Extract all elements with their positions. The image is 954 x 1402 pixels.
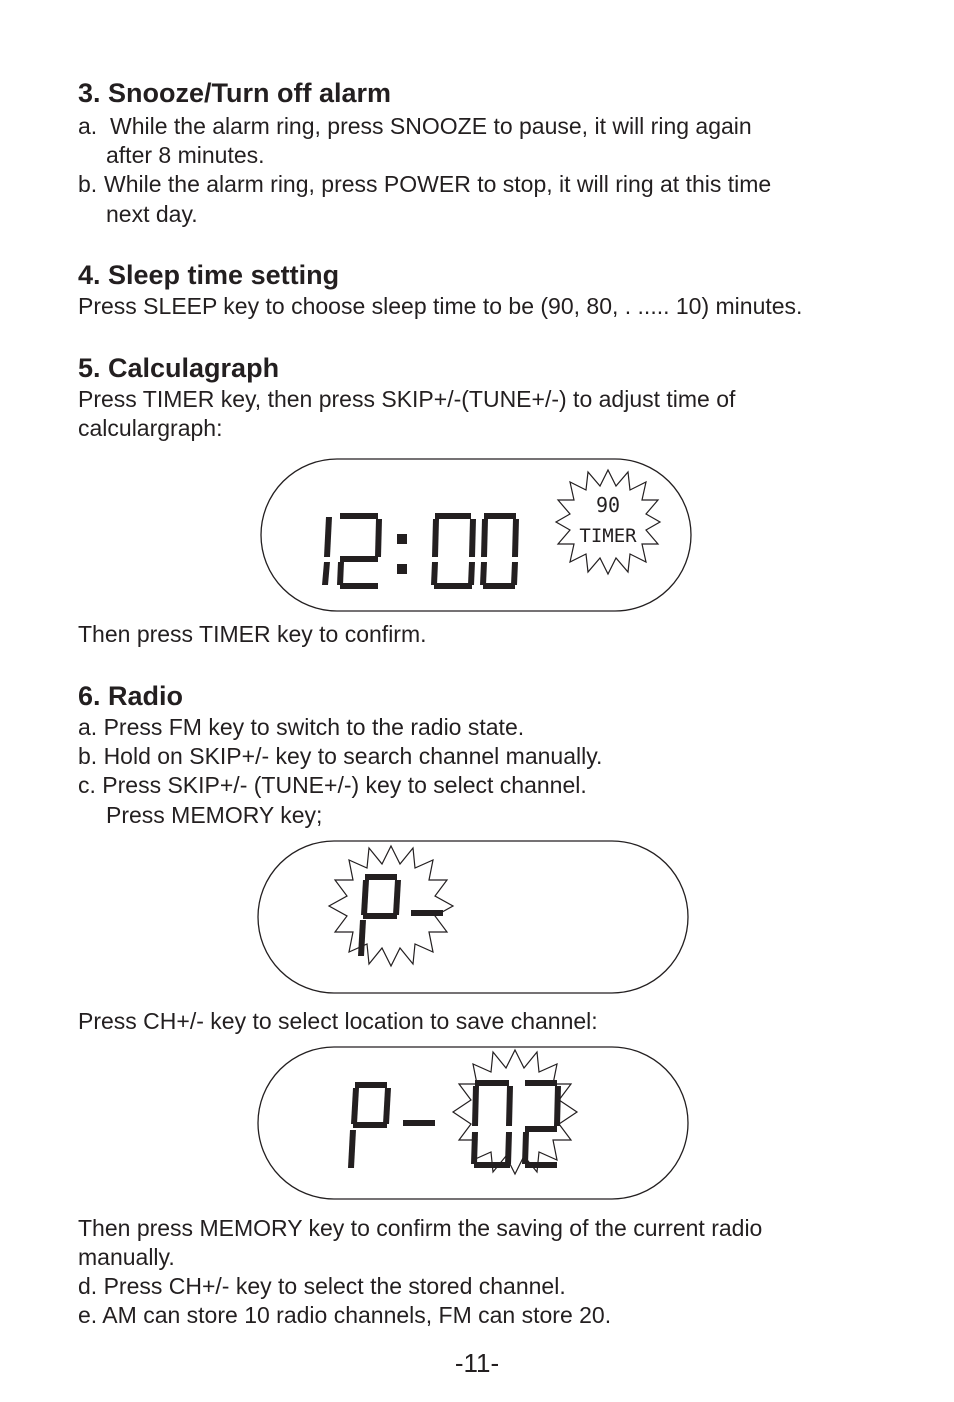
memory-confirm-line1: Then press MEMORY key to confirm the saving of the current radio	[78, 1215, 763, 1241]
timer-badge-label: TIMER	[579, 525, 637, 547]
radio-item-e: e. AM can store 10 radio channels, FM can store 20.	[78, 1302, 612, 1328]
lcd-char-dash2	[403, 1120, 435, 1126]
timer-text-line2: calculargraph:	[78, 415, 223, 441]
timer-badge-burst-icon	[556, 470, 660, 574]
radio-item-a: a. Press FM key to switch to the radio state.	[78, 714, 525, 740]
lcd-digit-2	[337, 513, 382, 589]
lcd-char-dash	[411, 910, 443, 916]
timer-confirm-text: Then press TIMER key to confirm.	[78, 621, 427, 647]
lcd-timer-display	[260, 458, 692, 612]
lcd-preset-display	[257, 840, 689, 994]
radio-item-c-line2: Press MEMORY key;	[106, 802, 323, 828]
section-5-heading: 5. Calculagraph	[78, 353, 280, 383]
flash-burst-icon	[329, 846, 453, 966]
page-number: -11-	[454, 1348, 500, 1378]
section-3-heading: 3. Snooze/Turn off alarm	[78, 78, 392, 108]
item-3b-line2: next day.	[106, 201, 198, 227]
radio-item-d: d. Press CH+/- key to select the stored channel.	[78, 1273, 566, 1299]
lcd-digit-0-a	[431, 513, 476, 589]
section-4-heading: 4. Sleep time setting	[78, 260, 340, 290]
ch-select-text: Press CH+/- key to select location to save channel:	[78, 1008, 598, 1034]
item-3a-line2: after 8 minutes.	[106, 142, 265, 168]
radio-item-c: c. Press SKIP+/- (TUNE+/-) key to select channel.	[78, 772, 587, 798]
memory-confirm-line2: manually.	[78, 1244, 175, 1270]
timer-text-line1: Press TIMER key, then press SKIP+/-(TUNE+/-) to adjust time of	[78, 386, 736, 412]
item-3b-label: b.	[78, 171, 98, 197]
lcd-char-p2	[348, 1082, 391, 1168]
section-6-heading: 6. Radio	[78, 681, 184, 711]
lcd-colon	[397, 534, 407, 574]
item-3b-line1: While the alarm ring, press POWER to stop, it will ring at this time	[104, 171, 772, 197]
item-3a-line1: While the alarm ring, press SNOOZE to pause, it will ring again	[110, 113, 752, 139]
timer-badge-number: 90	[595, 493, 621, 517]
item-3a-label: a.	[78, 113, 98, 139]
lcd-channel-display	[257, 1046, 689, 1200]
lcd-digit-0-b	[480, 513, 519, 589]
sleep-text: Press SLEEP key to choose sleep time to be (90, 80, . ..... 10) minutes.	[78, 293, 803, 319]
lcd-digit-1	[322, 517, 332, 585]
radio-item-b: b. Hold on SKIP+/- key to search channel manually.	[78, 743, 603, 769]
